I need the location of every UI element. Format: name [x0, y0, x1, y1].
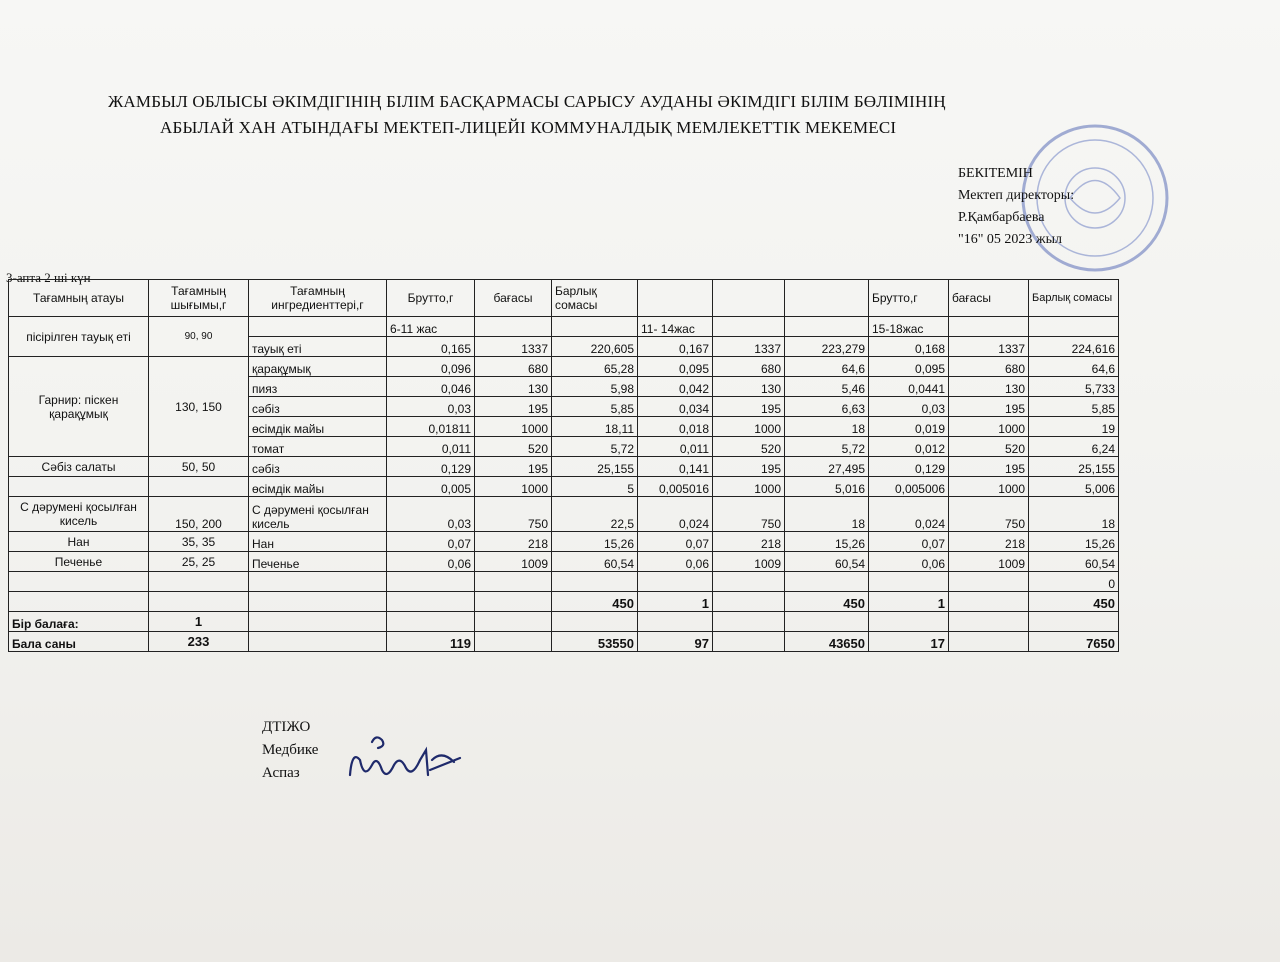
header-line-2: АБЫЛАЙ ХАН АТЫНДАҒЫ МЕКТЕП-ЛИЦЕЙІ КОММУНАЛДЫҚ МЕМЛЕКЕТТІК МЕКЕМЕСІ: [160, 118, 897, 137]
cell: 750: [475, 497, 552, 532]
cell: 520: [713, 437, 785, 457]
cell: 450: [785, 592, 869, 612]
cell: 1: [869, 592, 949, 612]
cell: 7650: [1029, 632, 1119, 652]
cell: 119: [387, 632, 475, 652]
per-child-value: 1: [149, 612, 249, 632]
cell: 195: [949, 457, 1029, 477]
cell: 0,034: [638, 397, 713, 417]
week-label: 3-апта 2 ші күн: [6, 270, 91, 285]
dish-yield: 90, 90: [149, 317, 249, 357]
cell: 0,168: [869, 337, 949, 357]
table-row: [9, 497, 1119, 532]
approval-position: Мектеп директоры:: [958, 188, 1075, 203]
dish-name: Гарнир: піскен қарақұмық: [9, 357, 149, 457]
cell: 0,046: [387, 377, 475, 397]
cell: 1000: [475, 417, 552, 437]
cell: 53550: [552, 632, 638, 652]
children-value: 233: [149, 632, 249, 652]
col-total-2: Барлық сомасы: [1029, 280, 1119, 317]
cell: 0,129: [387, 457, 475, 477]
ingredient: қарақұмық: [249, 357, 387, 377]
cell: 218: [949, 532, 1029, 552]
cell: 1000: [949, 417, 1029, 437]
ingredient: пияз: [249, 377, 387, 397]
cell: 64,6: [785, 357, 869, 377]
col-price-2: бағасы: [949, 280, 1029, 317]
age-group: 11- 14жас: [638, 317, 713, 337]
dish-name: Сәбіз салаты: [9, 457, 149, 477]
cell: 195: [713, 397, 785, 417]
cell: 224,616: [1029, 337, 1119, 357]
cell: 97: [638, 632, 713, 652]
cell: 64,6: [1029, 357, 1119, 377]
cell: 0,167: [638, 337, 713, 357]
cell: 5,85: [552, 397, 638, 417]
per-child-row: [9, 612, 1119, 632]
cell: 18: [785, 497, 869, 532]
cell: 0,005016: [638, 477, 713, 497]
cell: 195: [475, 457, 552, 477]
cell: 1009: [475, 552, 552, 572]
dish-name: Печенье: [9, 552, 149, 572]
cell: 218: [475, 532, 552, 552]
col-name: Тағамның атауы: [9, 280, 149, 317]
ingredient: томат: [249, 437, 387, 457]
cell: 0,03: [387, 497, 475, 532]
ingredient: Нан: [249, 532, 387, 552]
cell: 750: [949, 497, 1029, 532]
approval-block: [958, 163, 1074, 251]
cell: 195: [949, 397, 1029, 417]
cell: 680: [475, 357, 552, 377]
approval-title: БЕКІТЕМІН: [958, 166, 1033, 181]
ingredient: С дәрумені қосылған кисель: [249, 497, 387, 532]
col-ingredients: Тағамның ингредиенттері,г: [249, 280, 387, 317]
cell: 1000: [949, 477, 1029, 497]
cell: 0,165: [387, 337, 475, 357]
cell: 1000: [713, 477, 785, 497]
cell: 680: [713, 357, 785, 377]
cell: 220,605: [552, 337, 638, 357]
table-row: [9, 572, 1119, 592]
cell: 1337: [475, 337, 552, 357]
cell: 1000: [713, 417, 785, 437]
cell: 195: [713, 457, 785, 477]
menu-table: [8, 279, 1119, 652]
cell: 450: [1029, 592, 1119, 612]
cell: 17: [869, 632, 949, 652]
cell: 18,11: [552, 417, 638, 437]
cell: 65,28: [552, 357, 638, 377]
cell: 22,5: [552, 497, 638, 532]
cell: 0,011: [387, 437, 475, 457]
cell: 5,72: [552, 437, 638, 457]
cell: 0,07: [638, 532, 713, 552]
cell: 18: [1029, 497, 1119, 532]
dish-yield: 25, 25: [149, 552, 249, 572]
cell: 1000: [475, 477, 552, 497]
cell: 15,26: [1029, 532, 1119, 552]
cell: 0,096: [387, 357, 475, 377]
approval-date: "16" 05 2023 жыл: [958, 232, 1062, 247]
cell: 0,03: [387, 397, 475, 417]
col-yield: Тағамның шығымы,г: [149, 280, 249, 317]
cell: 0,06: [387, 552, 475, 572]
cell: 0,03: [869, 397, 949, 417]
cell: 0,095: [869, 357, 949, 377]
cell: 1337: [713, 337, 785, 357]
cell: 0,011: [638, 437, 713, 457]
cell: 0,0441: [869, 377, 949, 397]
cell: 450: [552, 592, 638, 612]
footer-line-2: Медбике: [262, 742, 319, 758]
cell: 130: [713, 377, 785, 397]
table-row: [9, 357, 1119, 377]
cell: 0,07: [387, 532, 475, 552]
handwritten-signature: [342, 730, 467, 790]
cell: 60,54: [785, 552, 869, 572]
table-row: [9, 477, 1119, 497]
col-brutto: Брутто,г: [387, 280, 475, 317]
table-row: [9, 552, 1119, 572]
cell: 27,495: [785, 457, 869, 477]
cell: 0,024: [869, 497, 949, 532]
table-row: [9, 457, 1119, 477]
cell: 0,019: [869, 417, 949, 437]
ingredient: сәбіз: [249, 457, 387, 477]
cell: 18: [785, 417, 869, 437]
cell: 5,733: [1029, 377, 1119, 397]
cell: 25,155: [552, 457, 638, 477]
dish-name: Нан: [9, 532, 149, 552]
footer-line-3: Аспаз: [262, 765, 300, 781]
cell: 0,018: [638, 417, 713, 437]
ingredient: Печенье: [249, 552, 387, 572]
ingredient: сәбіз: [249, 397, 387, 417]
approval-name: Р.Қамбарбаева: [958, 210, 1045, 225]
children-label: Бала саны: [9, 632, 149, 652]
col-price: бағасы: [475, 280, 552, 317]
header-line-1: ЖАМБЫЛ ОБЛЫСЫ ӘКІМДІГІНІҢ БІЛІМ БАСҚАРМАСЫ САРЫСУ АУДАНЫ ӘКІМДІГІ БІЛІМ БӨЛІМІНІҢ: [108, 92, 946, 111]
cell: 5,72: [785, 437, 869, 457]
table-row: [9, 532, 1119, 552]
dish-name: С дәрумені қосылған кисель: [9, 497, 149, 532]
ingredient: өсімдік майы: [249, 477, 387, 497]
ingredient: тауық еті: [249, 337, 387, 357]
cell: 15,26: [552, 532, 638, 552]
cell: 0,012: [869, 437, 949, 457]
cell: 1009: [713, 552, 785, 572]
cell: 60,54: [1029, 552, 1119, 572]
total-row: [9, 592, 1119, 612]
cell: 1009: [949, 552, 1029, 572]
cell: 520: [949, 437, 1029, 457]
cell: 15,26: [785, 532, 869, 552]
cell: 0: [1029, 572, 1119, 592]
cell: 0,07: [869, 532, 949, 552]
cell: 0,024: [638, 497, 713, 532]
cell: 0,005006: [869, 477, 949, 497]
dish-yield: 130, 150: [149, 357, 249, 457]
dish-yield: 150, 200: [149, 497, 249, 532]
cell: 0,141: [638, 457, 713, 477]
cell: 5,016: [785, 477, 869, 497]
table-header-row: [9, 280, 1119, 317]
cell: 5: [552, 477, 638, 497]
age-group-row: [9, 317, 1119, 337]
cell: 43650: [785, 632, 869, 652]
cell: 19: [1029, 417, 1119, 437]
cell: 0,06: [869, 552, 949, 572]
cell: 6,24: [1029, 437, 1119, 457]
dish-name: пісірілген тауық еті: [9, 317, 149, 357]
cell: 25,155: [1029, 457, 1119, 477]
cell: 130: [949, 377, 1029, 397]
cell: 6,63: [785, 397, 869, 417]
per-child-label: Бір балаға:: [9, 612, 149, 632]
cell: 223,279: [785, 337, 869, 357]
cell: 218: [713, 532, 785, 552]
cell: 0,01811: [387, 417, 475, 437]
col-brutto-2: Брутто,г: [869, 280, 949, 317]
cell: 0,095: [638, 357, 713, 377]
cell: 130: [475, 377, 552, 397]
signatures-block: [262, 716, 318, 785]
cell: 1337: [949, 337, 1029, 357]
dish-yield: 35, 35: [149, 532, 249, 552]
cell: 5,85: [1029, 397, 1119, 417]
dish-yield: 50, 50: [149, 457, 249, 477]
col-total: Барлық сомасы: [552, 280, 638, 317]
cell: 0,005: [387, 477, 475, 497]
cell: 750: [713, 497, 785, 532]
cell: 60,54: [552, 552, 638, 572]
cell: 195: [475, 397, 552, 417]
cell: 520: [475, 437, 552, 457]
cell: 0,129: [869, 457, 949, 477]
age-group: 6-11 жас: [387, 317, 475, 337]
age-group: 15-18жас: [869, 317, 949, 337]
ingredient: өсімдік майы: [249, 417, 387, 437]
cell: 5,006: [1029, 477, 1119, 497]
cell: 5,98: [552, 377, 638, 397]
cell: 0,06: [638, 552, 713, 572]
children-row: [9, 632, 1119, 652]
cell: 5,46: [785, 377, 869, 397]
cell: 0,042: [638, 377, 713, 397]
cell: 680: [949, 357, 1029, 377]
footer-line-1: ДТІЖО: [262, 719, 311, 735]
cell: 1: [638, 592, 713, 612]
